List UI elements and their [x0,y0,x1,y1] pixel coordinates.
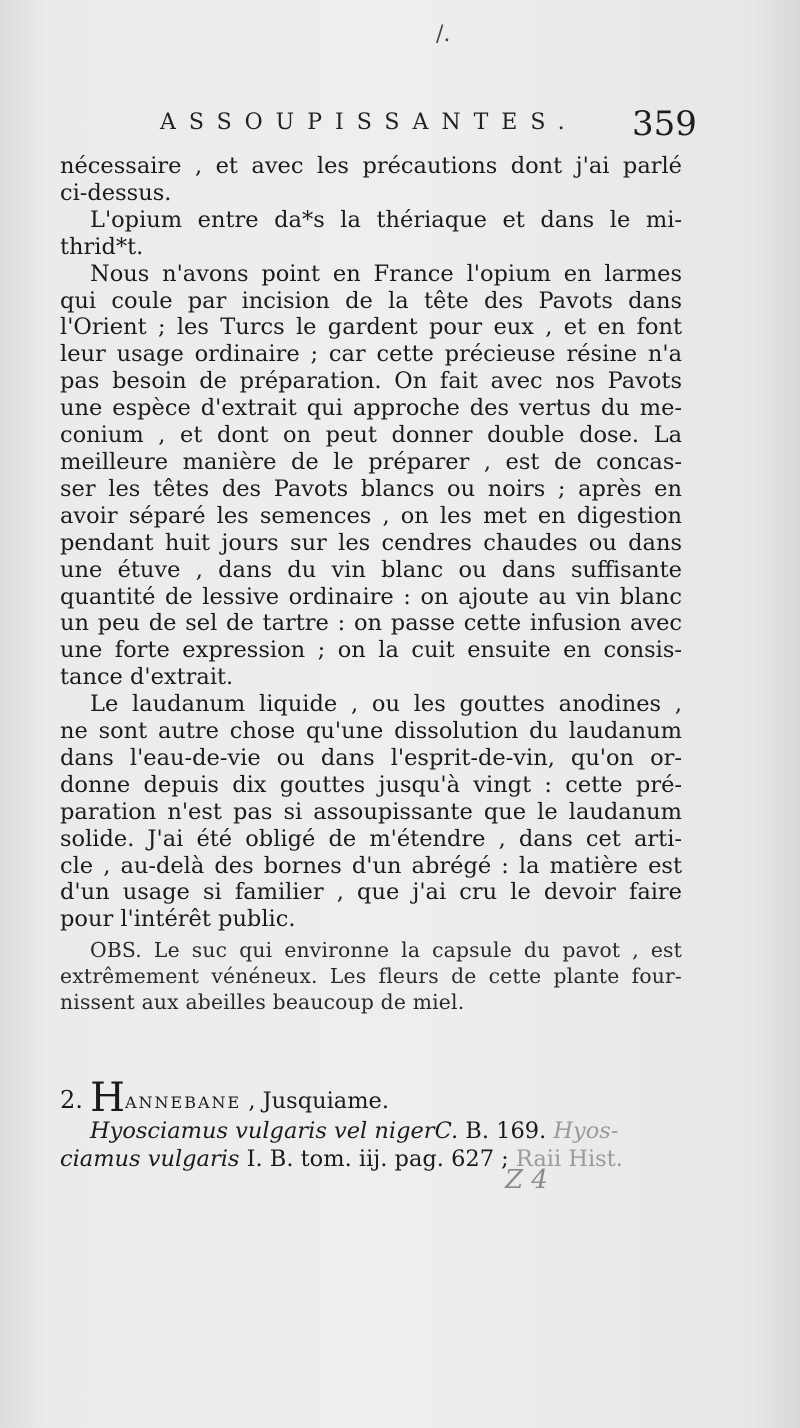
text-line: pas besoin de préparation. On fait avec nos Pavots [60,368,682,395]
text-line: quantité de lessive ordinaire : on ajoute au vin blanc [60,583,682,610]
text-line: cle , au-delà des bornes d'un abrégé : la matière est [60,852,682,879]
text-line: paration n'est pas si assoupissante que le laudanum [60,798,682,825]
running-header [160,104,720,154]
note-line: extrêmement vénéneux. Les fleurs de cette plante four- [60,964,682,989]
text-line: ne sont autre chose qu'une dissolution du laudanum [60,718,682,745]
note-line: OBS. Le suc qui environne la capsule du pavot , est [90,938,682,963]
reference-faint: Raii Hist. [515,1146,623,1172]
text-line: dans l'eau-de-vie ou dans l'esprit-de-vin, qu'on or- [60,744,682,771]
entry-initial: H [90,1075,125,1121]
running-title: ASSOUPISSANTES. [160,110,578,135]
text-line: un peu de sel de tartre : on passe cette infusion avec [60,610,682,637]
latin-name-continued: Hyos- [553,1118,619,1144]
note-line: nissent aux abeilles beaucoup de miel. [60,990,465,1015]
observation-note [60,937,682,1015]
text-line: Nous n'avons point en France l'opium en larmes [90,260,682,287]
latin-name: Hyosciamus vulgaris vel nigerC. [90,1118,459,1144]
entry-synonym-line [60,1117,682,1145]
text-line: qui coule par incision de la tête des Pavots dans [60,287,682,314]
text-line: L'opium entre da*s la thériaque et dans le mi- [90,206,682,233]
text-line: une étuve , dans du vin blanc ou dans suffisante [60,556,682,583]
text-line: Le laudanum liquide , ou les gouttes anodines , [90,691,682,718]
text-line: pendant huit jours sur les cendres chaudes ou dans [60,529,682,556]
text-line: nécessaire , et avec les précautions dont j'ai parlé [60,153,682,179]
entry-heading [60,1075,682,1121]
text-line: l'Orient ; les Turcs le gardent pour eux , et en font [60,314,682,341]
body-text [60,153,682,1015]
text-line: leur usage ordinaire ; car cette précieuse résine n'a [60,341,682,368]
signature-mark: Z 4 [505,1165,548,1195]
text-line: pour l'intérêt public. [60,906,296,933]
reference: B. 169. [465,1118,547,1144]
entry-number: 2. [60,1086,83,1114]
text-line: d'un usage si familier , que j'ai cru le devoir faire [60,879,682,906]
text-line: solide. J'ai été obligé de m'étendre , dans cet arti- [60,825,682,852]
text-line: meilleure manière de le préparer , est de concas- [60,448,682,475]
text-line: avoir séparé les semences , on les met en digestion [60,502,682,529]
text-line: une forte expression ; on la cuit ensuite en consis- [60,637,682,664]
reference: I. B. tom. iij. pag. 627 ; [246,1146,509,1172]
page-number: 359 [632,104,697,144]
text-line: tance d'extrait. [60,664,234,691]
entry-name: ANNEBANE [124,1093,242,1112]
page-mark: /. [436,22,451,47]
text-line: donne depuis dix gouttes jusqu'à vingt : cette pré- [60,771,682,798]
entry-synonym-line [60,1145,682,1173]
text-line: thrid*t. [60,233,144,260]
text-line: ci-dessus. [60,179,172,206]
plant-entry [60,1075,682,1173]
text-line: une espèce d'extrait qui approche des vertus du me- [60,395,682,422]
entry-common-name: , Jusquiame. [248,1088,390,1114]
text-line: ser les têtes des Pavots blancs ou noirs ; après en [60,475,682,502]
latin-name: ciamus vulgaris [60,1146,240,1172]
text-line: conium , et dont on peut donner double dose. La [60,422,682,449]
